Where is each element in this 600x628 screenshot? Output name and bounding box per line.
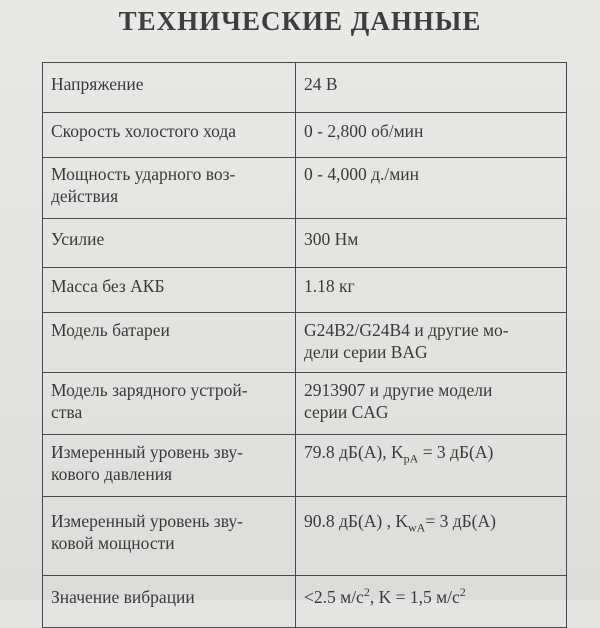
table-row xyxy=(43,497,567,576)
spec-label: Измеренный уровень зву- ковой мощности xyxy=(43,497,296,576)
value-text: 79.8 дБ(А), K xyxy=(304,442,404,462)
table-row xyxy=(43,373,567,435)
table-row xyxy=(43,313,567,373)
table-row xyxy=(43,219,567,268)
spec-label: Масса без АКБ xyxy=(43,268,296,313)
value-text: <2.5 м/с xyxy=(304,587,364,607)
table-row xyxy=(43,113,567,158)
spec-value: 2913907 и другие модели серии CAG xyxy=(296,373,567,435)
value-subscript: pA xyxy=(403,451,419,466)
spec-value: 300 Нм xyxy=(296,219,567,268)
spec-label: Модель батареи xyxy=(43,313,296,373)
spec-value: 24 В xyxy=(296,63,567,113)
spec-table xyxy=(42,62,567,628)
value-text: = 3 дБ(А) xyxy=(425,511,496,531)
spec-value: 1.18 кг xyxy=(296,268,567,313)
table-row xyxy=(43,158,567,219)
spec-label: Измеренный уровень зву- кового давления xyxy=(43,435,296,497)
value-superscript: 2 xyxy=(459,585,466,600)
spec-value: 0 - 2,800 об/мин xyxy=(296,113,567,158)
spec-value xyxy=(296,435,567,497)
table-row xyxy=(43,576,567,628)
table-row xyxy=(43,435,567,497)
spec-label: Усилие xyxy=(43,219,296,268)
spec-value xyxy=(296,576,567,628)
spec-label: Напряжение xyxy=(43,63,296,113)
value-text: 90.8 дБ(А) , K xyxy=(304,511,409,531)
spec-label: Модель зарядного устрой- ства xyxy=(43,373,296,435)
value-superscript: 2 xyxy=(363,585,370,600)
spec-label: Скорость холостого хода xyxy=(43,113,296,158)
value-subscript: wA xyxy=(408,520,426,535)
spec-value xyxy=(296,497,567,576)
spec-value: G24B2/G24B4 и другие мо- дели серии BAG xyxy=(296,313,567,373)
spec-label: Мощность ударного воз- действия xyxy=(43,158,296,219)
table-row xyxy=(43,268,567,313)
table-row xyxy=(43,63,567,113)
page-title: ТЕХНИЧЕСКИЕ ДАННЫЕ xyxy=(118,6,482,36)
spec-label: Значение вибрации xyxy=(43,576,296,628)
value-text: = 3 дБ(А) xyxy=(418,442,494,462)
value-text: , K = 1,5 м/с xyxy=(369,587,460,607)
spec-value: 0 - 4,000 д./мин xyxy=(296,158,567,219)
